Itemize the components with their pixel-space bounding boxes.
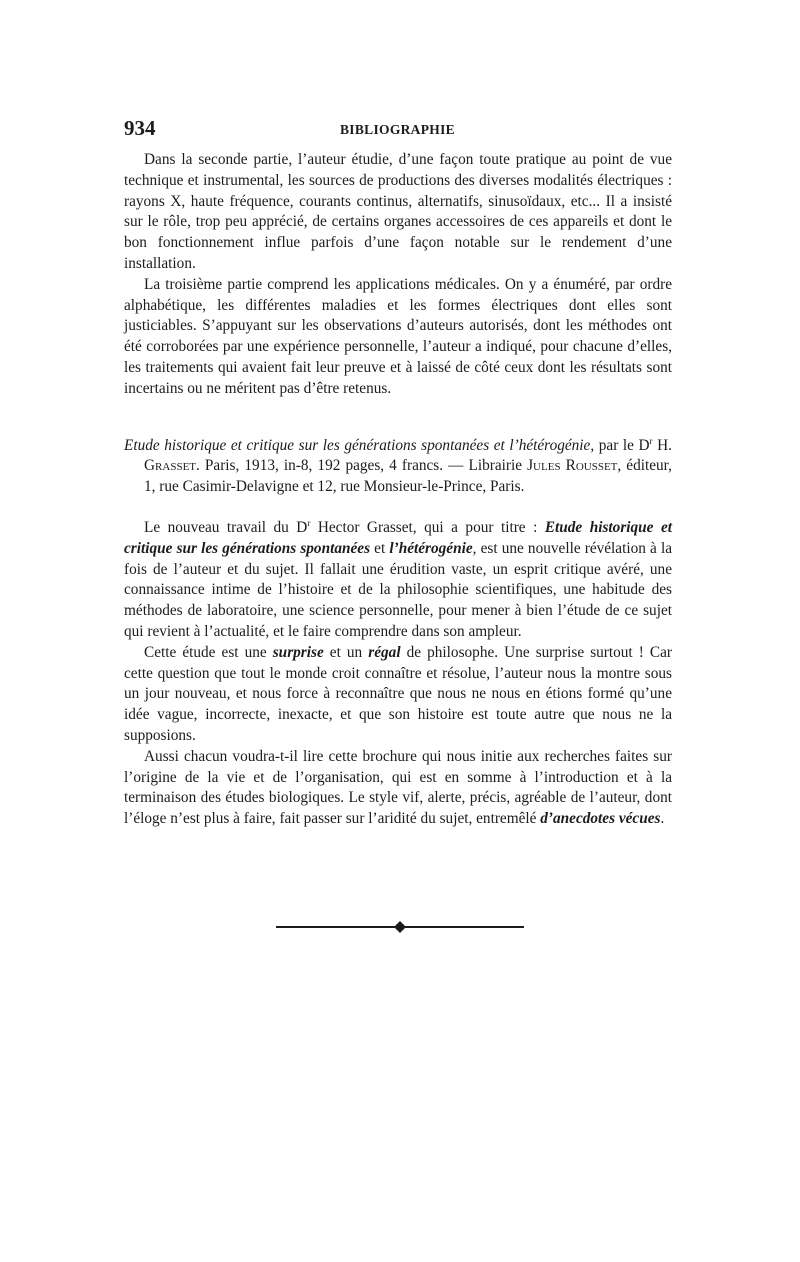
author-initial: H.: [652, 436, 672, 454]
text-run: .: [660, 810, 665, 828]
text-run: Aussi chacun voudra-t-il lire cette brochure qui nous initie aux recherches faites sur l’origine de la vie et de l’organisation, qui est en somme à l’introduction et à la terminaison des études biologiques. Le style vif, alerte, précis, agréable de l’auteur, dont l’éloge n’est plus à faire, fait passer sur l’aridité du sujet, entremêlé: [124, 747, 672, 828]
paragraph-conclusion: [124, 747, 672, 830]
text-run: Hector Grasset, qui a pour titre :: [310, 518, 545, 536]
text-run: et: [370, 539, 390, 557]
book-title: Etude historique et critique sur les générations spontanées et l’hétérogénie,: [124, 436, 595, 454]
paragraph-review-intro: [124, 518, 672, 643]
dr-sup: r: [307, 517, 311, 528]
emphasis-surprise: surprise: [272, 643, 324, 661]
text-run: de philosophe. Une surprise surtout ! Car cette question que tout le monde croit connaître et résolue, l’auteur nous la montre sous un jour nouveau, et nous force à reconnaître que nous ne nous en étions formé qu’une idée vague, incorrecte, inexacte, et que son histoire est toute autre que nous ne la supposions.: [124, 643, 672, 744]
emphasis-anecdotes: d’anecdotes vécues: [540, 810, 661, 828]
bibliography-entry: [124, 436, 672, 498]
running-title: BIBLIOGRAPHIE: [340, 122, 455, 137]
paragraph-surprise: [124, 643, 672, 747]
work-title-2: l’hétérogénie: [389, 539, 473, 557]
text-run: et un: [323, 643, 369, 661]
text-run: Le nouveau travail du D: [144, 518, 308, 536]
text-run: Cette étude est une: [144, 643, 273, 661]
page-body: [124, 116, 672, 830]
work-title: Etude historique et critique sur les générations spontanées: [124, 518, 673, 557]
emphasis-regal: régal: [368, 643, 401, 661]
page-number: 934: [124, 116, 156, 140]
page-header: [124, 116, 672, 146]
section-divider-ornament: [276, 921, 524, 933]
entry-dr-sup: r: [649, 435, 653, 446]
author-surname: Grasset: [144, 457, 197, 475]
paragraph-electricity-sources: Dans la seconde partie, l’auteur étudie, d’une façon toute pratique au point de vue technique et instrumental, les sources de productions des diverses modalités électriques : rayons X, haute fréquence, courants continus, alternatifs, sinusoïdaux, etc... Il a insisté sur le rôle, trop peu apprécié, de certains organes accessoires de ces appareils et dont le bon fonctionnement influe parfois d’une façon notable sur le rendement d’une installation.: [124, 151, 672, 272]
text-run: , est une nouvelle révélation à la fois de l’auteur et du sujet. Il fallait une érudition vaste, un esprit critique avéré, une connaissance intime de l’histoire et de la philosophie scientifiques, une habitude des méthodes de laboratoire, une science personnelle, pour mener à bien l’étude de ce sujet qui revient à l’actualité, et le faire comprendre dans son ampleur.: [124, 539, 672, 640]
entry-by: par le D: [594, 436, 650, 454]
publisher-name: Jules Rousset: [527, 457, 618, 475]
publisher-address: , éditeur, 1, rue Casimir-Delavigne et 12, rue Monsieur-le-Prince, Paris.: [144, 457, 672, 496]
paragraph-medical-applications: La troisième partie comprend les applications médicales. On y a énuméré, par ordre alphabétique, les différentes maladies et les formes électriques dont elles sont justiciables. S’appuyant sur les observations d’auteurs autorisés, dont les méthodes ont été corroborées par une expérience personnelle, l’auteur a indiqué, pour chacune d’elles, les traitements qui avaient fait leur preuve et à laissé de côté ceux dont les résultats sont incertains ou ne méritent pas d’être retenus.: [124, 275, 672, 397]
entry-details: . Paris, 1913, in-8, 192 pages, 4 francs. — Librairie: [196, 457, 528, 475]
